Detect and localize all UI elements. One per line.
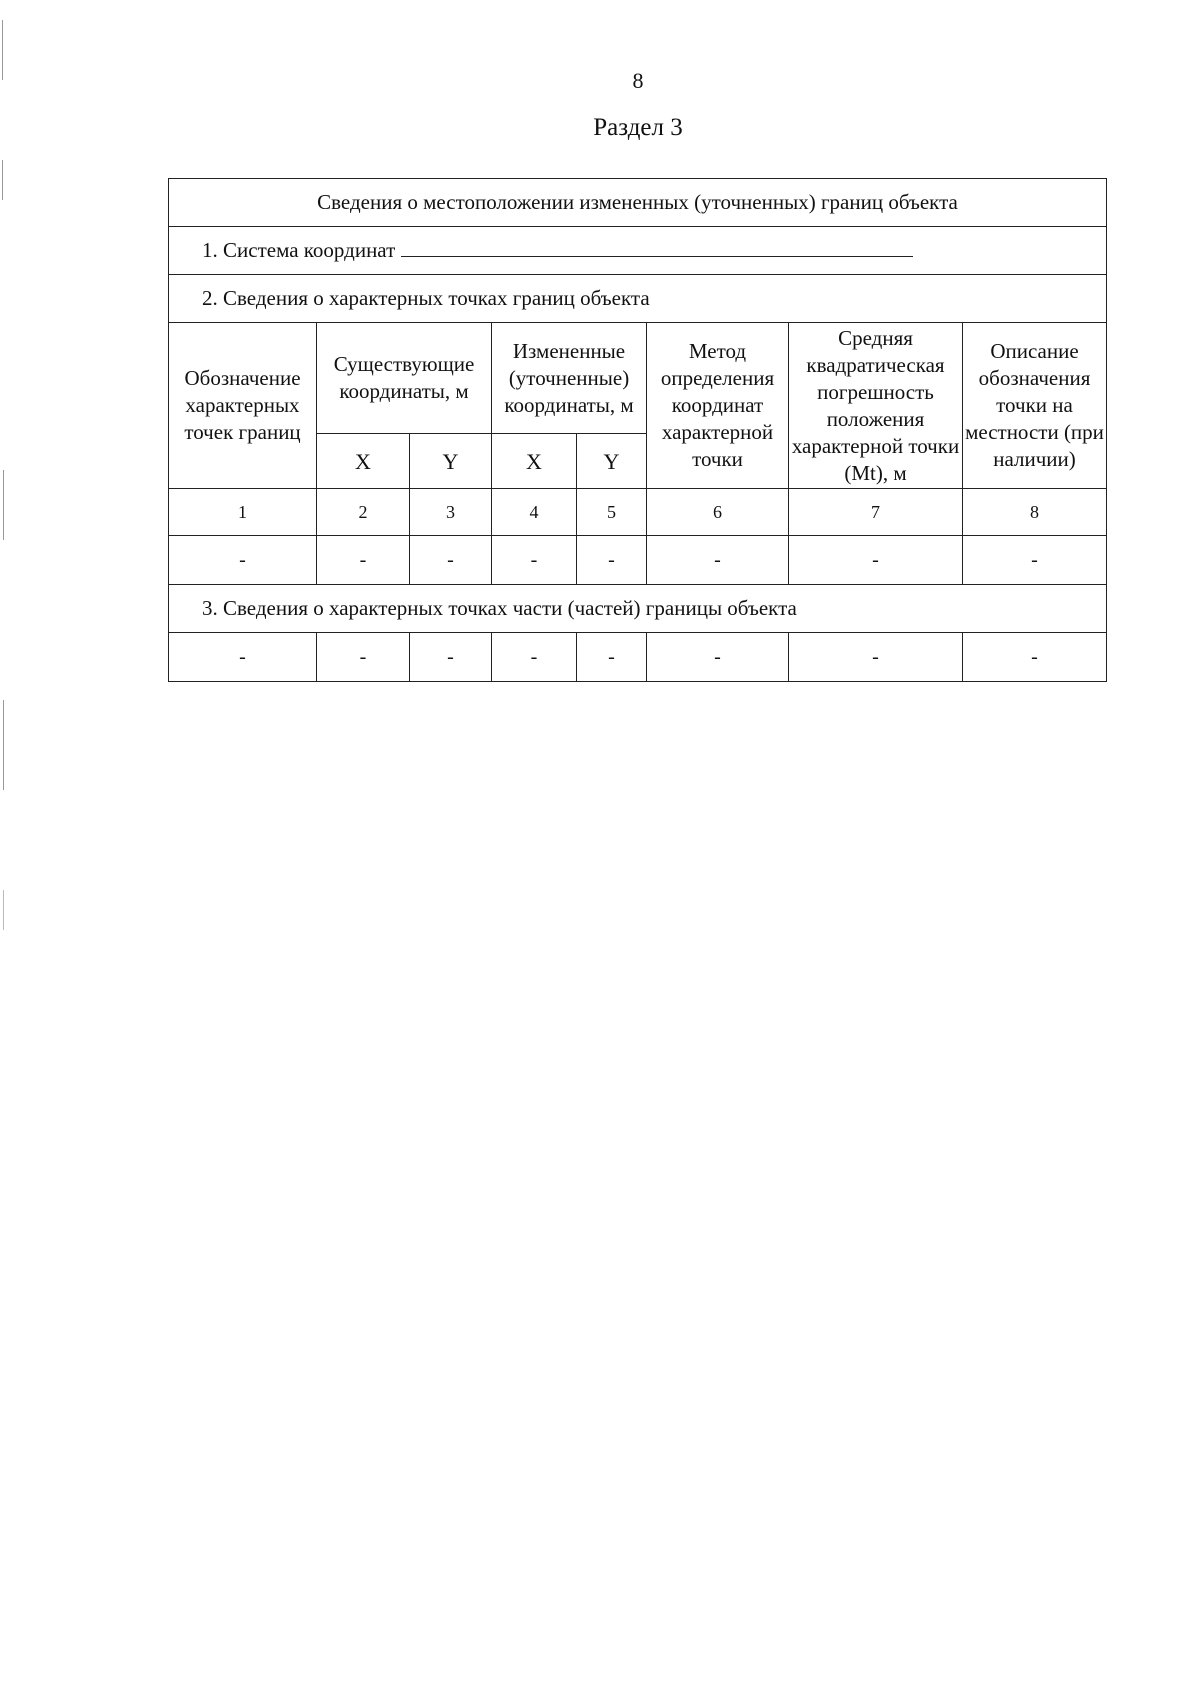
table-cell: - (577, 633, 647, 682)
page-number: 8 (632, 68, 644, 93)
table-cell: - (410, 536, 492, 585)
section-title: Раздел 3 (593, 114, 683, 141)
scan-artifact (3, 890, 4, 930)
column-number: 5 (577, 489, 647, 536)
column-number: 1 (169, 489, 317, 536)
table-cell: - (317, 536, 410, 585)
column-number: 6 (647, 489, 789, 536)
column-number: 2 (317, 489, 410, 536)
coordinate-system-blank-line (401, 238, 913, 257)
scan-artifact (3, 470, 4, 540)
column-number: 3 (410, 489, 492, 536)
table-cell: - (647, 633, 789, 682)
table-cell: - (963, 633, 1107, 682)
table-cell: - (577, 536, 647, 585)
coordinate-system-label: 1. Система координат (202, 238, 396, 262)
table-cell: - (410, 633, 492, 682)
header-description: Описание обозначения точки на местности (при наличии) (963, 323, 1107, 489)
column-number: 7 (789, 489, 963, 536)
subsection-2-heading: 2. Сведения о характерных точках границ объекта (169, 275, 1107, 323)
header-existing-y: Y (410, 434, 492, 489)
header-changed-x: X (492, 434, 577, 489)
table-cell: - (492, 633, 577, 682)
points-data-row (169, 536, 1107, 585)
table-cell: - (789, 536, 963, 585)
table-cell: - (317, 633, 410, 682)
column-numbers-row (169, 489, 1107, 536)
header-existing-coordinates: Существующие координаты, м (317, 323, 492, 434)
header-existing-x: X (317, 434, 410, 489)
scan-artifact (2, 160, 3, 200)
table-cell: - (789, 633, 963, 682)
boundary-points-table (168, 178, 1107, 682)
header-method: Метод определения координат характерной точки (647, 323, 789, 489)
header-changed-coordinates: Измененные (уточненные) координаты, м (492, 323, 647, 434)
coordinate-system-row (169, 227, 1107, 275)
subsection-3-heading: 3. Сведения о характерных точках части (частей) границы объекта (169, 585, 1107, 633)
header-point-designation: Обозначение характерных точек границ (169, 323, 317, 489)
table-cell: - (647, 536, 789, 585)
scan-artifact (2, 20, 3, 80)
column-number: 4 (492, 489, 577, 536)
column-number: 8 (963, 489, 1107, 536)
table-cell: - (169, 633, 317, 682)
parts-data-row (169, 633, 1107, 682)
table-cell: - (963, 536, 1107, 585)
header-mean-square-error: Средняя квадратическая погрешность положения характерной точки (Mt), м (789, 323, 963, 489)
scan-artifact (3, 700, 4, 790)
table-cell: - (169, 536, 317, 585)
header-changed-y: Y (577, 434, 647, 489)
table-title: Сведения о местоположении измененных (уточненных) границ объекта (169, 179, 1107, 227)
table-cell: - (492, 536, 577, 585)
